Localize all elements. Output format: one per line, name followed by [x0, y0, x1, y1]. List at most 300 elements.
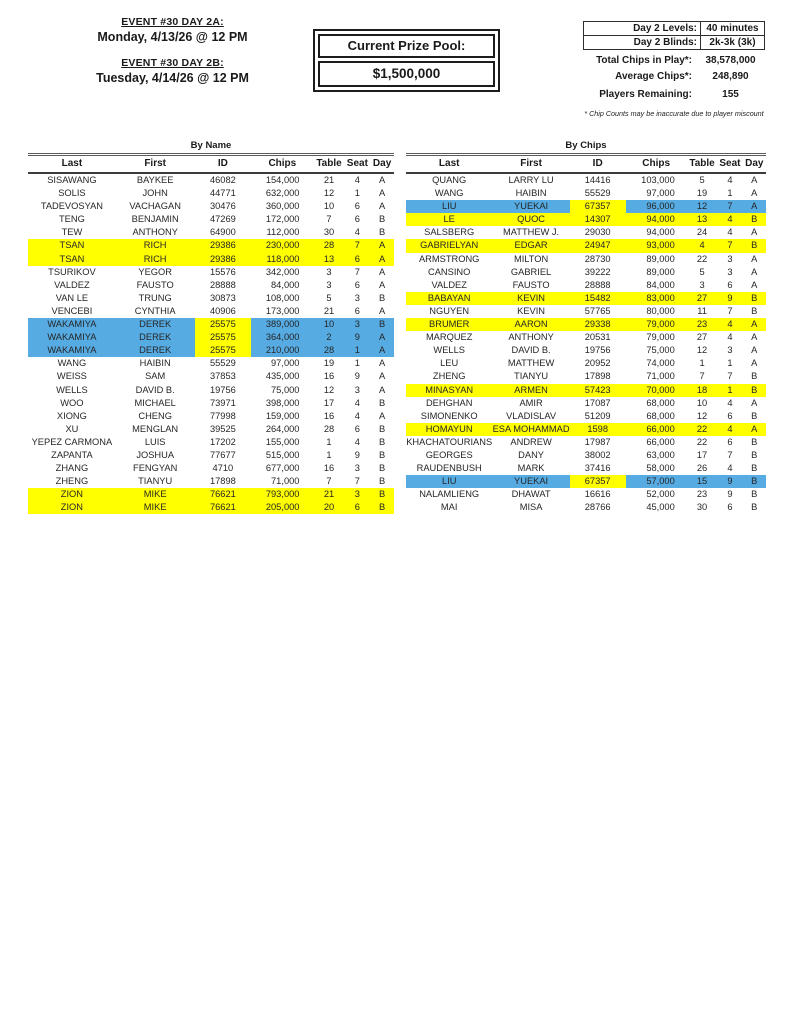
cell-last: TSURIKOV [48, 266, 96, 277]
cell-table: 17 [696, 449, 708, 460]
cell-id: 28730 [584, 253, 611, 264]
cell-last: ZION [28, 488, 116, 501]
cell-seat: 6 [727, 279, 733, 290]
cell-day: B [370, 501, 394, 514]
cell-seat: 3 [354, 384, 360, 395]
cell-seat: 6 [345, 253, 371, 266]
cell-table: 13 [687, 213, 718, 226]
cell-chips: 389,000 [251, 318, 313, 331]
cell-id: 39525 [209, 423, 236, 434]
table-row [406, 357, 766, 370]
table-row [406, 488, 766, 501]
cell-chips: 172,000 [265, 214, 300, 225]
cell-seat: 6 [727, 410, 733, 421]
cell-seat: 4 [354, 410, 360, 421]
cell-chips: 84,000 [646, 279, 675, 290]
cell-table: 21 [313, 488, 344, 501]
cell-last: SISAWANG [47, 175, 97, 185]
cell-last: SIMONENKO [420, 410, 478, 421]
cell-day: B [743, 239, 766, 252]
cell-seat: 3 [345, 488, 371, 501]
cell-last: WAKAMIYA [28, 344, 116, 357]
cell-first: MICHAEL [134, 397, 176, 408]
cell-first: ARMEN [492, 384, 569, 397]
cell-last: WAKAMIYA [28, 331, 116, 344]
cell-seat: 7 [717, 239, 742, 252]
cell-seat: 4 [717, 423, 742, 436]
cell-first: DEREK [116, 318, 195, 331]
cell-seat: 4 [727, 332, 733, 343]
cell-last: RAUDENBUSH [416, 463, 482, 474]
cell-day: B [370, 318, 394, 331]
table-row [28, 344, 394, 357]
table-row [28, 449, 394, 462]
column-header-id: ID [195, 156, 252, 173]
cell-day: B [751, 371, 758, 382]
cell-table: 26 [696, 463, 708, 474]
table-row [406, 475, 766, 488]
table-row [406, 226, 766, 239]
table-row [28, 331, 394, 344]
table-row [28, 253, 394, 266]
table-row [406, 200, 766, 213]
table-row [406, 187, 766, 200]
cell-seat: 9 [345, 331, 371, 344]
cell-seat: 3 [727, 266, 733, 277]
cell-seat: 4 [354, 175, 360, 185]
cell-first: FAUSTO [512, 279, 550, 290]
cell-day: A [378, 305, 386, 316]
table-row [28, 370, 394, 383]
event-title: EVENT #30 DAY 2B: [121, 57, 224, 69]
cell-id: 55529 [584, 188, 611, 199]
cell-day: A [751, 175, 758, 185]
cell-id: 40906 [209, 305, 236, 316]
cell-seat: 6 [354, 214, 360, 225]
blinds-levels-box [583, 21, 765, 50]
cell-table: 13 [313, 253, 344, 266]
stat-value: 248,890 [712, 71, 749, 82]
table-row [406, 253, 766, 266]
cell-table: 4 [687, 239, 718, 252]
cell-seat: 6 [354, 305, 360, 316]
cell-first: AARON [492, 318, 569, 331]
cell-table: 17 [323, 397, 335, 408]
cell-chips: 70,000 [626, 384, 687, 397]
table-row [28, 173, 394, 187]
cell-day: B [378, 476, 386, 487]
event-datetime: Monday, 4/13/26 @ 12 PM [97, 30, 248, 44]
cell-seat: 7 [727, 305, 733, 316]
table-row [28, 292, 394, 305]
cell-day: A [378, 266, 386, 277]
header-row [28, 156, 394, 173]
cell-last: LE [406, 213, 492, 226]
cell-id: 57765 [584, 305, 611, 316]
cell-id: 51209 [584, 410, 611, 421]
cell-chips: 75,000 [646, 345, 675, 356]
cell-last: TEW [61, 227, 83, 238]
cell-seat: 9 [717, 292, 742, 305]
cell-day: B [370, 488, 394, 501]
cell-seat: 6 [354, 279, 360, 290]
cell-id: 29386 [195, 253, 252, 266]
cell-first: ANTHONY [508, 332, 554, 343]
cell-chips: 159,000 [265, 410, 300, 421]
cell-last: TSAN [28, 239, 116, 252]
cell-chips: 75,000 [271, 384, 300, 395]
cell-chips: 360,000 [265, 201, 300, 212]
players-table [406, 156, 766, 514]
cell-id: 46082 [209, 175, 236, 185]
cell-first: KEVIN [517, 305, 546, 316]
cell-chips: 435,000 [265, 371, 300, 382]
table-title: By Name [28, 140, 394, 156]
cell-seat: 3 [354, 463, 360, 474]
cell-id: 29386 [195, 239, 252, 252]
cell-first: CYNTHIA [134, 305, 176, 316]
cell-last: LEU [440, 358, 459, 369]
table-row [28, 266, 394, 279]
prize-pool-amount: $1,500,000 [318, 61, 495, 87]
cell-day: B [751, 502, 758, 513]
table-row [28, 279, 394, 292]
table-row [28, 305, 394, 318]
cell-last: QUANG [432, 175, 467, 185]
cell-first: JOHN [142, 188, 168, 199]
cell-id: 29030 [584, 227, 611, 238]
table-row [406, 384, 766, 397]
cell-table: 19 [323, 358, 335, 369]
cell-seat: 7 [345, 239, 371, 252]
cell-day: B [743, 213, 766, 226]
prize-pool-box [313, 29, 500, 92]
cell-seat: 6 [354, 423, 360, 434]
cell-table: 11 [697, 305, 707, 316]
cell-last: WELLS [56, 384, 88, 395]
cell-last: GABRIELYAN [406, 239, 492, 252]
table-row [28, 462, 394, 475]
cell-day: A [378, 201, 386, 212]
cell-id: 28888 [209, 279, 236, 290]
cell-first: DAVID B. [135, 384, 175, 395]
cell-table: 16 [323, 410, 335, 421]
table-row [406, 279, 766, 292]
cell-table: 12 [696, 410, 708, 421]
cell-day: B [751, 305, 758, 316]
cell-chips: 342,000 [265, 266, 300, 277]
cell-table: 1 [699, 358, 705, 369]
table-row [28, 423, 394, 436]
cell-id: 16616 [584, 489, 611, 500]
column-header-first: First [492, 156, 569, 173]
cell-seat: 3 [345, 318, 371, 331]
cell-first: YUEKAI [492, 475, 569, 488]
cell-chips: 68,000 [646, 397, 675, 408]
cell-seat: 3 [727, 253, 733, 264]
cell-day: A [751, 227, 758, 238]
cell-id: 17987 [584, 436, 611, 447]
column-header-table: Table [687, 156, 718, 173]
cell-day: A [743, 423, 766, 436]
cell-last: NALAMLIENG [419, 489, 480, 500]
cell-id: 67357 [570, 475, 626, 488]
cell-table: 12 [687, 200, 718, 213]
cell-seat: 1 [727, 188, 733, 199]
cell-table: 16 [323, 371, 335, 382]
cell-last: VALDEZ [431, 279, 467, 290]
cell-id: 17898 [584, 371, 611, 382]
cell-day: B [751, 489, 758, 500]
cell-table: 10 [323, 201, 335, 212]
cell-table: 7 [326, 476, 332, 487]
table-row [406, 213, 766, 226]
cell-chips: 66,000 [626, 423, 687, 436]
cell-seat: 4 [354, 227, 360, 238]
cell-id: 19756 [209, 384, 236, 395]
cell-day: B [743, 292, 766, 305]
cell-table: 20 [313, 501, 344, 514]
cell-id: 77677 [209, 449, 236, 460]
cell-first: BENJAMIN [131, 214, 179, 225]
cell-day: A [751, 279, 758, 290]
cell-id: 14307 [570, 213, 626, 226]
cell-last: WANG [57, 358, 87, 369]
table-row [28, 488, 394, 501]
cell-last: CANSINO [428, 266, 471, 277]
cell-day: B [751, 463, 758, 474]
cell-last: LIU [406, 200, 492, 213]
cell-last: VENCEBI [51, 305, 93, 316]
cell-first: DANY [518, 449, 544, 460]
cell-chips: 210,000 [251, 344, 313, 357]
cell-chips: 79,000 [626, 318, 687, 331]
cell-table: 5 [326, 292, 332, 303]
cell-last: TSAN [28, 253, 116, 266]
cell-chips: 97,000 [646, 188, 675, 199]
cell-day: A [751, 345, 758, 356]
cell-seat: 4 [727, 175, 733, 185]
tournament-stats [583, 21, 765, 118]
cell-chips: 84,000 [271, 279, 300, 290]
cell-chips: 173,000 [265, 305, 300, 316]
cell-last: NGUYEN [429, 305, 470, 316]
cell-day: A [378, 279, 386, 290]
cell-seat: 4 [717, 213, 742, 226]
cell-table: 23 [687, 318, 718, 331]
cell-id: 25575 [195, 331, 252, 344]
cell-id: 17898 [209, 476, 236, 487]
cell-id: 37416 [584, 463, 611, 474]
cell-first: ANTHONY [132, 227, 178, 238]
cell-id: 17087 [584, 397, 611, 408]
cell-chips: 89,000 [646, 266, 675, 277]
stat-average-chips [583, 71, 765, 82]
stat-label: Average Chips*: [615, 71, 692, 82]
cell-last: TADEVOSYAN [40, 201, 103, 212]
cell-seat: 4 [727, 397, 733, 408]
cell-seat: 1 [354, 358, 360, 369]
cell-table: 28 [313, 344, 344, 357]
cell-chips: 94,000 [626, 213, 687, 226]
cell-chips: 79,000 [646, 332, 675, 343]
cell-table: 3 [326, 266, 332, 277]
cell-first: TIANYU [138, 476, 173, 487]
cell-first: DEREK [116, 331, 195, 344]
cell-chips: 632,000 [265, 188, 300, 199]
cell-day: B [378, 227, 386, 238]
cell-table: 12 [323, 188, 335, 199]
cell-table: 1 [326, 436, 332, 447]
cell-last: ZHENG [55, 476, 89, 487]
stat-value: 2k-3k (3k) [701, 36, 765, 50]
cell-last: BRUMER [406, 318, 492, 331]
cell-chips: 71,000 [646, 371, 675, 382]
cell-last: SOLIS [58, 188, 86, 199]
table-row [406, 397, 766, 410]
cell-day: B [743, 384, 766, 397]
table-row [406, 423, 766, 436]
cell-table: 27 [696, 332, 708, 343]
cell-last: WAKAMIYA [28, 318, 116, 331]
cell-table: 22 [687, 423, 718, 436]
table-row [406, 305, 766, 318]
cell-id: 57423 [570, 384, 626, 397]
cell-last: ZHENG [432, 371, 466, 382]
cell-table: 7 [326, 214, 332, 225]
column-header-last: Last [28, 156, 116, 173]
cell-chips: 94,000 [646, 227, 675, 238]
cell-table: 12 [696, 345, 708, 356]
cell-table: 23 [696, 489, 708, 500]
cell-day: B [378, 397, 386, 408]
cell-table: 30 [323, 227, 335, 238]
cell-table: 3 [326, 279, 332, 290]
cell-chips: 205,000 [251, 501, 313, 514]
cell-chips: 57,000 [626, 475, 687, 488]
table-row [406, 462, 766, 475]
cell-day: A [378, 175, 386, 185]
cell-table: 5 [699, 175, 705, 185]
cell-day: A [743, 200, 766, 213]
cell-day: A [751, 188, 758, 199]
cell-seat: 4 [717, 318, 742, 331]
column-header-chips: Chips [251, 156, 313, 173]
cell-table: 10 [696, 397, 708, 408]
cell-id: 55529 [209, 358, 236, 369]
event-day-2b [30, 57, 315, 85]
cell-chips: 515,000 [265, 449, 300, 460]
cell-first: FENGYAN [133, 463, 178, 474]
cell-seat: 7 [354, 476, 360, 487]
cell-seat: 4 [727, 227, 733, 238]
cell-table: 10 [313, 318, 344, 331]
cell-first: HAIBIN [139, 358, 171, 369]
table-row [28, 475, 394, 488]
cell-day: A [378, 371, 386, 382]
cell-seat: 9 [354, 371, 360, 382]
cell-day: B [378, 463, 386, 474]
cell-id: 28766 [584, 502, 611, 513]
cell-first: RICH [116, 253, 195, 266]
cell-first: QUOC [492, 213, 569, 226]
cell-last: KHACHATOURIANS [406, 436, 493, 447]
cell-seat: 6 [345, 501, 371, 514]
column-header-day: Day [370, 156, 394, 173]
cell-chips: 118,000 [251, 253, 313, 266]
cell-table: 21 [323, 175, 335, 185]
stat-label: Players Remaining: [599, 89, 692, 100]
cell-chips: 103,000 [641, 175, 675, 185]
cell-first: DAVID B. [511, 345, 551, 356]
cell-id: 64900 [209, 227, 236, 238]
cell-table: 12 [323, 384, 335, 395]
cell-first: RICH [116, 239, 195, 252]
cell-day: B [378, 423, 386, 434]
column-header-day: Day [743, 156, 766, 173]
column-header-table: Table [313, 156, 344, 173]
cell-id: 76621 [195, 501, 252, 514]
cell-table: 28 [323, 423, 335, 434]
cell-day: A [378, 188, 386, 199]
cell-table: 2 [313, 331, 344, 344]
cell-chips: 677,000 [265, 463, 300, 474]
cell-id: 77998 [209, 410, 236, 421]
cell-first: TIANYU [514, 371, 549, 382]
cell-day: A [743, 318, 766, 331]
cell-first: LUIS [144, 436, 166, 447]
cell-first: MIKE [116, 488, 195, 501]
cell-seat: 9 [727, 489, 733, 500]
cell-last: XU [65, 423, 79, 434]
cell-seat: 7 [717, 200, 742, 213]
cell-first: VLADISLAV [506, 410, 557, 421]
table-row [406, 501, 766, 514]
cell-id: 1598 [570, 423, 626, 436]
cell-first: DHAWAT [511, 489, 551, 500]
cell-id: 25575 [195, 344, 252, 357]
cell-chips: 71,000 [271, 476, 300, 487]
cell-table: 27 [687, 292, 718, 305]
cell-chips: 52,000 [646, 489, 675, 500]
chip-count-disclaimer: * Chip Counts may be inaccurate due to player miscount [584, 109, 764, 118]
cell-table: 3 [699, 279, 705, 290]
cell-chips: 112,000 [266, 227, 300, 238]
cell-first: LARRY LU [508, 175, 554, 185]
cell-day: A [751, 266, 758, 277]
stat-label: Total Chips in Play*: [596, 55, 692, 66]
cell-table: 24 [696, 227, 708, 238]
cell-first: DEREK [116, 344, 195, 357]
table-row [406, 410, 766, 423]
cell-day: A [378, 410, 386, 421]
cell-seat: 9 [717, 475, 742, 488]
cell-first: VACHAGAN [129, 201, 181, 212]
cell-id: 20531 [584, 332, 611, 343]
table-row [406, 331, 766, 344]
table-row [28, 397, 394, 410]
cell-chips: 58,000 [646, 463, 675, 474]
cell-id: 20952 [584, 358, 611, 369]
stat-value: 40 minutes [701, 22, 765, 36]
table-row [28, 384, 394, 397]
cell-chips: 398,000 [265, 397, 300, 408]
stat-label: Day 2 Blinds: [584, 36, 701, 50]
cell-first: JOSHUA [136, 449, 175, 460]
cell-last: GEORGES [425, 449, 473, 460]
cell-chips: 80,000 [646, 305, 675, 316]
cell-id: 24947 [570, 239, 626, 252]
